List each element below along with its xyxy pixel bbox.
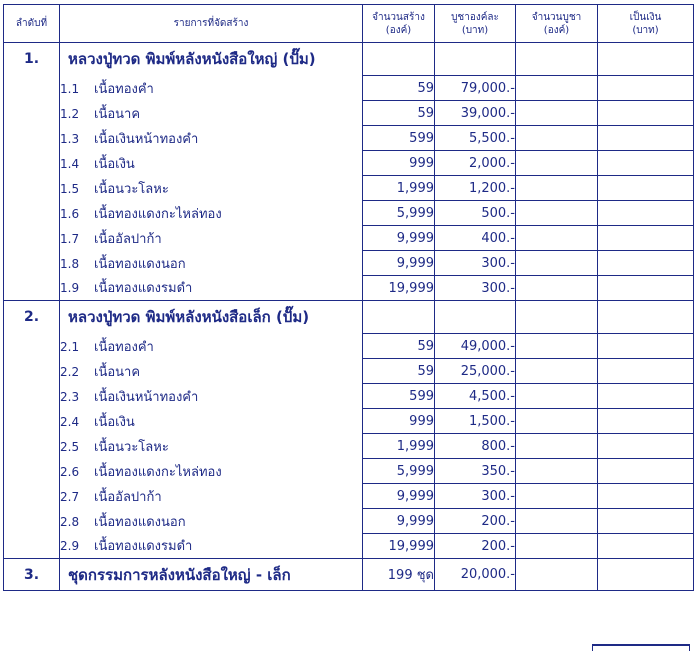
item-qty: 59 xyxy=(363,359,435,384)
section-amount-cell[interactable] xyxy=(598,301,694,334)
header-price xyxy=(435,5,516,43)
item-material: เนื้อทองแดงนอก xyxy=(94,514,186,530)
item-name xyxy=(60,126,363,151)
order-qty-input[interactable] xyxy=(516,484,598,509)
item-price: 200.- xyxy=(435,509,516,534)
item-price: 1,200.- xyxy=(435,176,516,201)
header-row xyxy=(4,5,694,43)
order-qty-input[interactable] xyxy=(516,509,598,534)
item-price: 200.- xyxy=(435,534,516,559)
table-row xyxy=(4,226,694,251)
amulet-order-table xyxy=(3,4,694,591)
table-row xyxy=(4,251,694,276)
order-qty-input[interactable] xyxy=(516,409,598,434)
item-material: เนื้อนวะโลหะ xyxy=(94,181,169,197)
item-qty: 9,999 xyxy=(363,484,435,509)
item-price: 500.- xyxy=(435,201,516,226)
table-row xyxy=(4,176,694,201)
amount-input[interactable] xyxy=(598,176,694,201)
header-price-line1: บูชาองค์ละ xyxy=(451,11,499,23)
item-qty: 599 xyxy=(363,384,435,409)
set-row xyxy=(4,559,694,591)
order-qty-input[interactable] xyxy=(516,201,598,226)
item-code: 2.2 xyxy=(60,364,80,379)
item-qty: 5,999 xyxy=(363,201,435,226)
item-qty: 9,999 xyxy=(363,251,435,276)
item-price: 300.- xyxy=(435,251,516,276)
item-qty: 59 xyxy=(363,101,435,126)
item-price: 300.- xyxy=(435,484,516,509)
header-order-line2: (องค์) xyxy=(543,24,570,36)
table-row xyxy=(4,201,694,226)
item-price: 49,000.- xyxy=(435,334,516,359)
item-material: เนื้อนาค xyxy=(94,364,141,380)
section-row xyxy=(4,301,694,334)
order-qty-input[interactable] xyxy=(516,334,598,359)
set-title: ชุดกรรมการหลังหนังสือใหญ่ - เล็ก xyxy=(60,559,363,591)
header-order-qty xyxy=(516,5,598,43)
table-body xyxy=(4,43,694,591)
item-name xyxy=(60,384,363,409)
item-name xyxy=(60,484,363,509)
header-item: รายการที่จัดสร้าง xyxy=(60,5,363,43)
order-qty-input[interactable] xyxy=(516,126,598,151)
amount-input[interactable] xyxy=(598,76,694,101)
item-name xyxy=(60,276,363,301)
item-name xyxy=(60,151,363,176)
item-code: 2.5 xyxy=(60,439,80,454)
order-qty-input[interactable] xyxy=(516,251,598,276)
section-price-cell xyxy=(435,301,516,334)
table-row xyxy=(4,276,694,301)
item-price: 400.- xyxy=(435,226,516,251)
amount-input[interactable] xyxy=(598,559,694,591)
amount-input[interactable] xyxy=(598,276,694,301)
item-code: 2.1 xyxy=(60,339,80,354)
table-row xyxy=(4,126,694,151)
amount-input[interactable] xyxy=(598,484,694,509)
item-name xyxy=(60,534,363,559)
set-price: 20,000.- xyxy=(435,559,516,591)
section-row xyxy=(4,43,694,76)
item-code: 2.7 xyxy=(60,489,80,504)
table-row xyxy=(4,459,694,484)
item-name xyxy=(60,409,363,434)
item-code: 1.9 xyxy=(60,281,80,296)
item-qty: 19,999 xyxy=(363,276,435,301)
item-name xyxy=(60,509,363,534)
section-qty-cell xyxy=(363,301,435,334)
item-code: 2.9 xyxy=(60,539,80,554)
section-no: 1. xyxy=(4,43,60,76)
amount-input[interactable] xyxy=(598,509,694,534)
item-material: เนื้อนวะโลหะ xyxy=(94,439,169,455)
item-qty: 9,999 xyxy=(363,509,435,534)
order-qty-input[interactable] xyxy=(516,226,598,251)
item-price: 300.- xyxy=(435,276,516,301)
item-qty: 9,999 xyxy=(363,226,435,251)
section-price-cell xyxy=(435,43,516,76)
order-qty-input[interactable] xyxy=(516,76,598,101)
item-price: 5,500.- xyxy=(435,126,516,151)
total-box-edge xyxy=(592,644,690,651)
item-name xyxy=(60,359,363,384)
order-qty-input[interactable] xyxy=(516,276,598,301)
item-name xyxy=(60,101,363,126)
section-qty-cell xyxy=(363,43,435,76)
amount-input[interactable] xyxy=(598,151,694,176)
item-qty: 999 xyxy=(363,409,435,434)
order-qty-input[interactable] xyxy=(516,434,598,459)
item-code: 1.5 xyxy=(60,181,80,196)
header-amount-line1: เป็นเงิน xyxy=(629,11,662,23)
item-material: เนื้อทองแดงกะไหล่ทอง xyxy=(94,206,222,222)
item-code: 2.4 xyxy=(60,414,80,429)
order-qty-input[interactable] xyxy=(516,459,598,484)
order-qty-input[interactable] xyxy=(516,559,598,591)
item-name xyxy=(60,334,363,359)
section-title: หลวงปู่ทวด พิมพ์หลังหนังสือใหญ่ (ปั๊ม) xyxy=(60,43,363,76)
order-qty-input[interactable] xyxy=(516,151,598,176)
item-code: 1.7 xyxy=(60,231,80,246)
item-price: 800.- xyxy=(435,434,516,459)
item-code: 1.3 xyxy=(60,131,80,146)
item-code: 1.4 xyxy=(60,156,80,171)
order-qty-input[interactable] xyxy=(516,384,598,409)
item-qty: 1,999 xyxy=(363,176,435,201)
item-code: 1.8 xyxy=(60,256,80,271)
amount-input[interactable] xyxy=(598,359,694,384)
item-material: เนื้อทองคำ xyxy=(94,81,154,97)
item-material: เนื้อทองแดงกะไหล่ทอง xyxy=(94,464,222,480)
item-material: เนื้อทองแดงรมดำ xyxy=(94,539,193,555)
table-row xyxy=(4,509,694,534)
item-material: เนื้ออัลปาก้า xyxy=(94,489,162,505)
order-qty-input[interactable] xyxy=(516,359,598,384)
item-qty: 59 xyxy=(363,76,435,101)
header-price-line2: (บาท) xyxy=(461,24,489,36)
item-name xyxy=(60,251,363,276)
item-code: 1.6 xyxy=(60,206,80,221)
amount-input[interactable] xyxy=(598,251,694,276)
set-qty: 199 ชุด xyxy=(363,559,435,591)
item-qty: 5,999 xyxy=(363,459,435,484)
order-qty-input[interactable] xyxy=(516,176,598,201)
amount-input[interactable] xyxy=(598,534,694,559)
item-price: 25,000.- xyxy=(435,359,516,384)
table-row xyxy=(4,101,694,126)
amount-input[interactable] xyxy=(598,226,694,251)
table-row xyxy=(4,334,694,359)
table-row xyxy=(4,534,694,559)
item-name xyxy=(60,226,363,251)
table-row xyxy=(4,484,694,509)
item-material: เนื้อเงินหน้าทองคำ xyxy=(94,389,199,405)
section-no: 2. xyxy=(4,301,60,334)
item-qty: 999 xyxy=(363,151,435,176)
section-amount-cell[interactable] xyxy=(598,43,694,76)
header-amount-line2: (บาท) xyxy=(632,24,659,36)
item-price: 79,000.- xyxy=(435,76,516,101)
item-code: 2.8 xyxy=(60,514,80,529)
table-row xyxy=(4,76,694,101)
item-qty: 59 xyxy=(363,334,435,359)
item-price: 1,500.- xyxy=(435,409,516,434)
item-name xyxy=(60,201,363,226)
table-row xyxy=(4,384,694,409)
table-row xyxy=(4,151,694,176)
item-material: เนื้อเงิน xyxy=(94,156,135,172)
amount-input[interactable] xyxy=(598,409,694,434)
item-price: 2,000.- xyxy=(435,151,516,176)
item-name xyxy=(60,434,363,459)
header-no: ลำดับที่ xyxy=(4,5,60,43)
item-qty: 19,999 xyxy=(363,534,435,559)
amount-input[interactable] xyxy=(598,126,694,151)
amount-input[interactable] xyxy=(598,334,694,359)
section-order-cell[interactable] xyxy=(516,43,598,76)
section-order-cell[interactable] xyxy=(516,301,598,334)
item-name xyxy=(60,459,363,484)
amount-input[interactable] xyxy=(598,434,694,459)
item-name xyxy=(60,176,363,201)
table-row xyxy=(4,359,694,384)
amount-input[interactable] xyxy=(598,384,694,409)
item-material: เนื้อเงิน xyxy=(94,414,135,430)
set-no: 3. xyxy=(4,559,60,591)
amount-input[interactable] xyxy=(598,201,694,226)
header-qty-line1: จำนวนสร้าง xyxy=(372,11,425,23)
header-qty xyxy=(363,5,435,43)
table-row xyxy=(4,409,694,434)
section-title: หลวงปู่ทวด พิมพ์หลังหนังสือเล็ก (ปั๊ม) xyxy=(60,301,363,334)
header-amount xyxy=(598,5,694,43)
item-material: เนื้ออัลปาก้า xyxy=(94,231,162,247)
order-qty-input[interactable] xyxy=(516,101,598,126)
header-qty-line2: (องค์) xyxy=(385,24,412,36)
item-material: เนื้อนาค xyxy=(94,106,141,122)
item-code: 2.3 xyxy=(60,389,80,404)
item-code: 1.1 xyxy=(60,81,80,96)
item-qty: 599 xyxy=(363,126,435,151)
table-row xyxy=(4,434,694,459)
item-code: 1.2 xyxy=(60,106,80,121)
item-material: เนื้อทองคำ xyxy=(94,339,154,355)
amount-input[interactable] xyxy=(598,459,694,484)
item-material: เนื้อทองแดงรมดำ xyxy=(94,281,193,297)
item-name xyxy=(60,76,363,101)
item-price: 4,500.- xyxy=(435,384,516,409)
item-price: 39,000.- xyxy=(435,101,516,126)
item-code: 2.6 xyxy=(60,464,80,479)
item-qty: 1,999 xyxy=(363,434,435,459)
header-order-line1: จำนวนบูชา xyxy=(531,11,582,23)
amount-input[interactable] xyxy=(598,101,694,126)
item-material: เนื้อทองแดงนอก xyxy=(94,256,186,272)
item-price: 350.- xyxy=(435,459,516,484)
order-qty-input[interactable] xyxy=(516,534,598,559)
item-material: เนื้อเงินหน้าทองคำ xyxy=(94,131,199,147)
